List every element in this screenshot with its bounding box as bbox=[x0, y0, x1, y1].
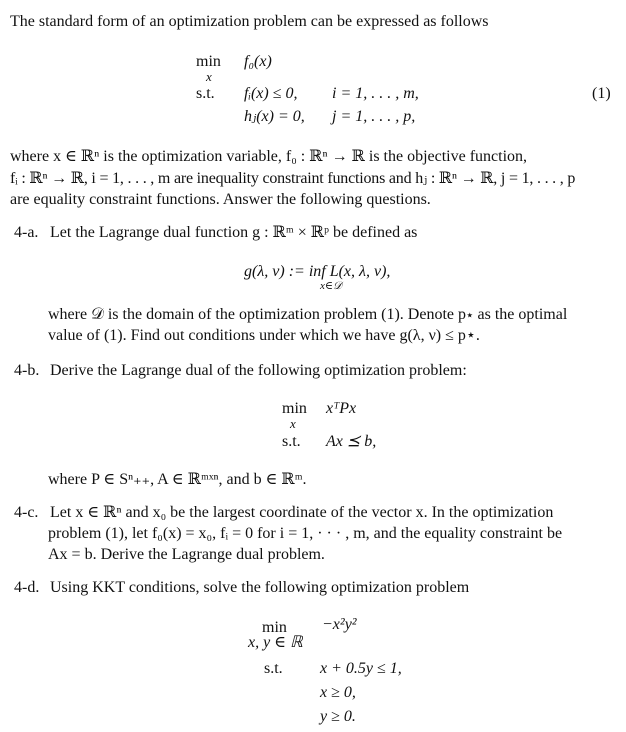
equality-constraint: hⱼ(x) = 0, bbox=[244, 108, 305, 125]
min-label: min bbox=[196, 53, 221, 70]
st-label: s.t. bbox=[196, 85, 215, 102]
question-text: Let x ∈ ℝⁿ and x₀ be the largest coordinate of the vector x. In the optimization bbox=[50, 504, 554, 521]
question-label: 4-b. bbox=[14, 362, 40, 379]
equation-number: (1) bbox=[592, 85, 611, 102]
min-variable: x bbox=[290, 416, 296, 431]
inequality-constraint: fᵢ(x) ≤ 0, bbox=[244, 85, 298, 102]
definition-line: where x ∈ ℝⁿ is the optimization variable, f₀ : ℝⁿ → ℝ is the objective function, bbox=[10, 148, 528, 165]
question-text: Derive the Lagrange dual of the following optimization problem: bbox=[50, 362, 467, 379]
min-variable: x, y ∈ ℝ bbox=[248, 634, 303, 651]
intro-text: The standard form of an optimization problem can be expressed as follows bbox=[10, 13, 489, 30]
st-label: s.t. bbox=[282, 433, 301, 450]
objective: −x²y² bbox=[322, 616, 357, 633]
question-followup: where P ∈ Sⁿ₊₊, A ∈ ℝᵐˣⁿ, and b ∈ ℝᵐ. bbox=[48, 471, 307, 488]
constraint: x + 0.5y ≤ 1, bbox=[320, 660, 402, 677]
constraint: x ≥ 0, bbox=[320, 684, 356, 701]
objective-f0: f₀(x) bbox=[244, 53, 272, 70]
question-text: Using KKT conditions, solve the following optimization problem bbox=[50, 579, 470, 596]
min-variable: x bbox=[206, 69, 212, 84]
min-label: min bbox=[282, 400, 307, 417]
question-text: problem (1), let f₀(x) = x₀, fᵢ = 0 for i = 1, · · · , m, and the equality constraint be bbox=[48, 525, 563, 542]
definition-line: fᵢ : ℝⁿ → ℝ, i = 1, . . . , m are inequality constraint functions and hⱼ : ℝⁿ → ℝ, j = 1, . . . , p bbox=[10, 170, 576, 187]
question-label: 4-c. bbox=[14, 504, 39, 521]
st-label: s.t. bbox=[264, 660, 283, 677]
constraint: Ax ⪯ b, bbox=[326, 433, 377, 450]
dual-function-equation: g(λ, ν) := inf L(x, λ, ν), bbox=[244, 263, 391, 280]
inequality-index: i = 1, . . . , m, bbox=[332, 85, 419, 102]
constraint: y ≥ 0. bbox=[320, 708, 356, 725]
question-text: Ax = b. Derive the Lagrange dual problem. bbox=[48, 546, 325, 563]
question-label: 4-a. bbox=[14, 224, 39, 241]
question-followup: value of (1). Find out conditions under which we have g(λ, ν) ≤ p⋆. bbox=[48, 327, 480, 344]
definition-line: are equality constraint functions. Answer the following questions. bbox=[10, 191, 431, 208]
question-label: 4-d. bbox=[14, 579, 40, 596]
objective: xᵀPx bbox=[326, 400, 357, 417]
min-label: min bbox=[262, 619, 287, 636]
question-text: Let the Lagrange dual function g : ℝᵐ × ℝᵖ be defined as bbox=[50, 224, 418, 241]
equality-index: j = 1, . . . , p, bbox=[332, 108, 416, 125]
question-followup: where 𝒟 is the domain of the optimization problem (1). Denote p⋆ as the optimal bbox=[48, 306, 568, 323]
inf-subscript: x∈𝒟 bbox=[320, 280, 342, 292]
